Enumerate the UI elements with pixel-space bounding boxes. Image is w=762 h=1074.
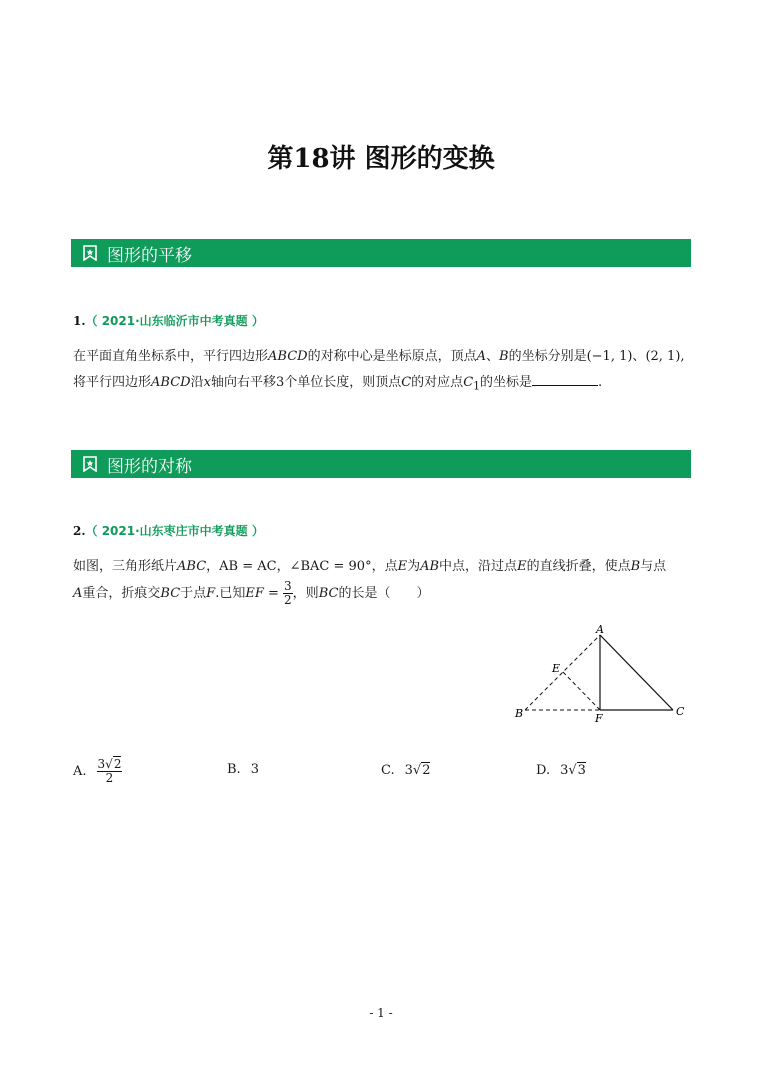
page-title: 第18讲 图形的变换 xyxy=(267,144,495,174)
question-number: 2. xyxy=(73,524,86,538)
label-a: A xyxy=(596,623,604,636)
option-c[interactable]: C. 3 √ 2 xyxy=(381,762,431,778)
triangle-figure xyxy=(505,620,695,730)
question-1-text xyxy=(73,344,698,400)
question-1-header xyxy=(73,312,264,329)
section-title: 图形的对称 xyxy=(107,456,192,477)
option-b[interactable]: B. 3 xyxy=(227,762,259,777)
option-d[interactable]: D. 3 √ 3 xyxy=(536,762,586,778)
question-source: （ 2021·山东枣庄市中考真题 ） xyxy=(85,524,264,538)
page-number: - 1 - xyxy=(369,1006,393,1020)
question-1-line-1: 在平面直角坐标系中，平行四边形ABCD的对称中心是坐标原点，顶点A、B的坐标分别是(−1, 1)、(2, 1), xyxy=(73,349,685,364)
section-header-symmetry xyxy=(71,450,691,478)
bookmark-star-icon xyxy=(83,245,97,261)
section-header-translation xyxy=(71,239,691,267)
label-c: C xyxy=(676,705,685,718)
question-source: （ 2021·山东临沂市中考真题 ） xyxy=(85,314,264,328)
label-b: B xyxy=(515,707,524,720)
question-number: 1. xyxy=(73,314,86,328)
segment-ef-dashed xyxy=(563,672,600,710)
section-title: 图形的平移 xyxy=(107,245,192,266)
question-2-text xyxy=(73,554,698,607)
option-a[interactable]: A. $\frac{3√2}{2}$ xyxy=(73,757,122,785)
question-1-line-2: 将平行四边形ABCD沿x轴向右平移3个单位长度，则顶点C的对应点$C_1$的坐标是 . xyxy=(73,370,698,400)
question-2-header xyxy=(73,522,264,539)
label-e: E xyxy=(552,662,561,675)
answer-blank[interactable] xyxy=(532,371,598,386)
question-2-line-1: 如图，三角形纸片ABC，AB = AC，∠BAC = 90°，点E为AB中点，沿过点E的直线折叠，使点B与点 xyxy=(73,559,667,574)
question-2-line-2: A重合，折痕交BC于点F.已知EF = $\frac{3}{2}$ ，则BC的长是（ ） xyxy=(73,579,430,607)
fraction-option-a: $\frac{3√2}{2}$ xyxy=(97,757,122,785)
segment-ac xyxy=(600,635,673,710)
bookmark-star-icon xyxy=(83,456,97,472)
fraction-3-over-2: $\frac{3}{2}$ xyxy=(284,579,292,607)
label-f: F xyxy=(595,712,603,725)
